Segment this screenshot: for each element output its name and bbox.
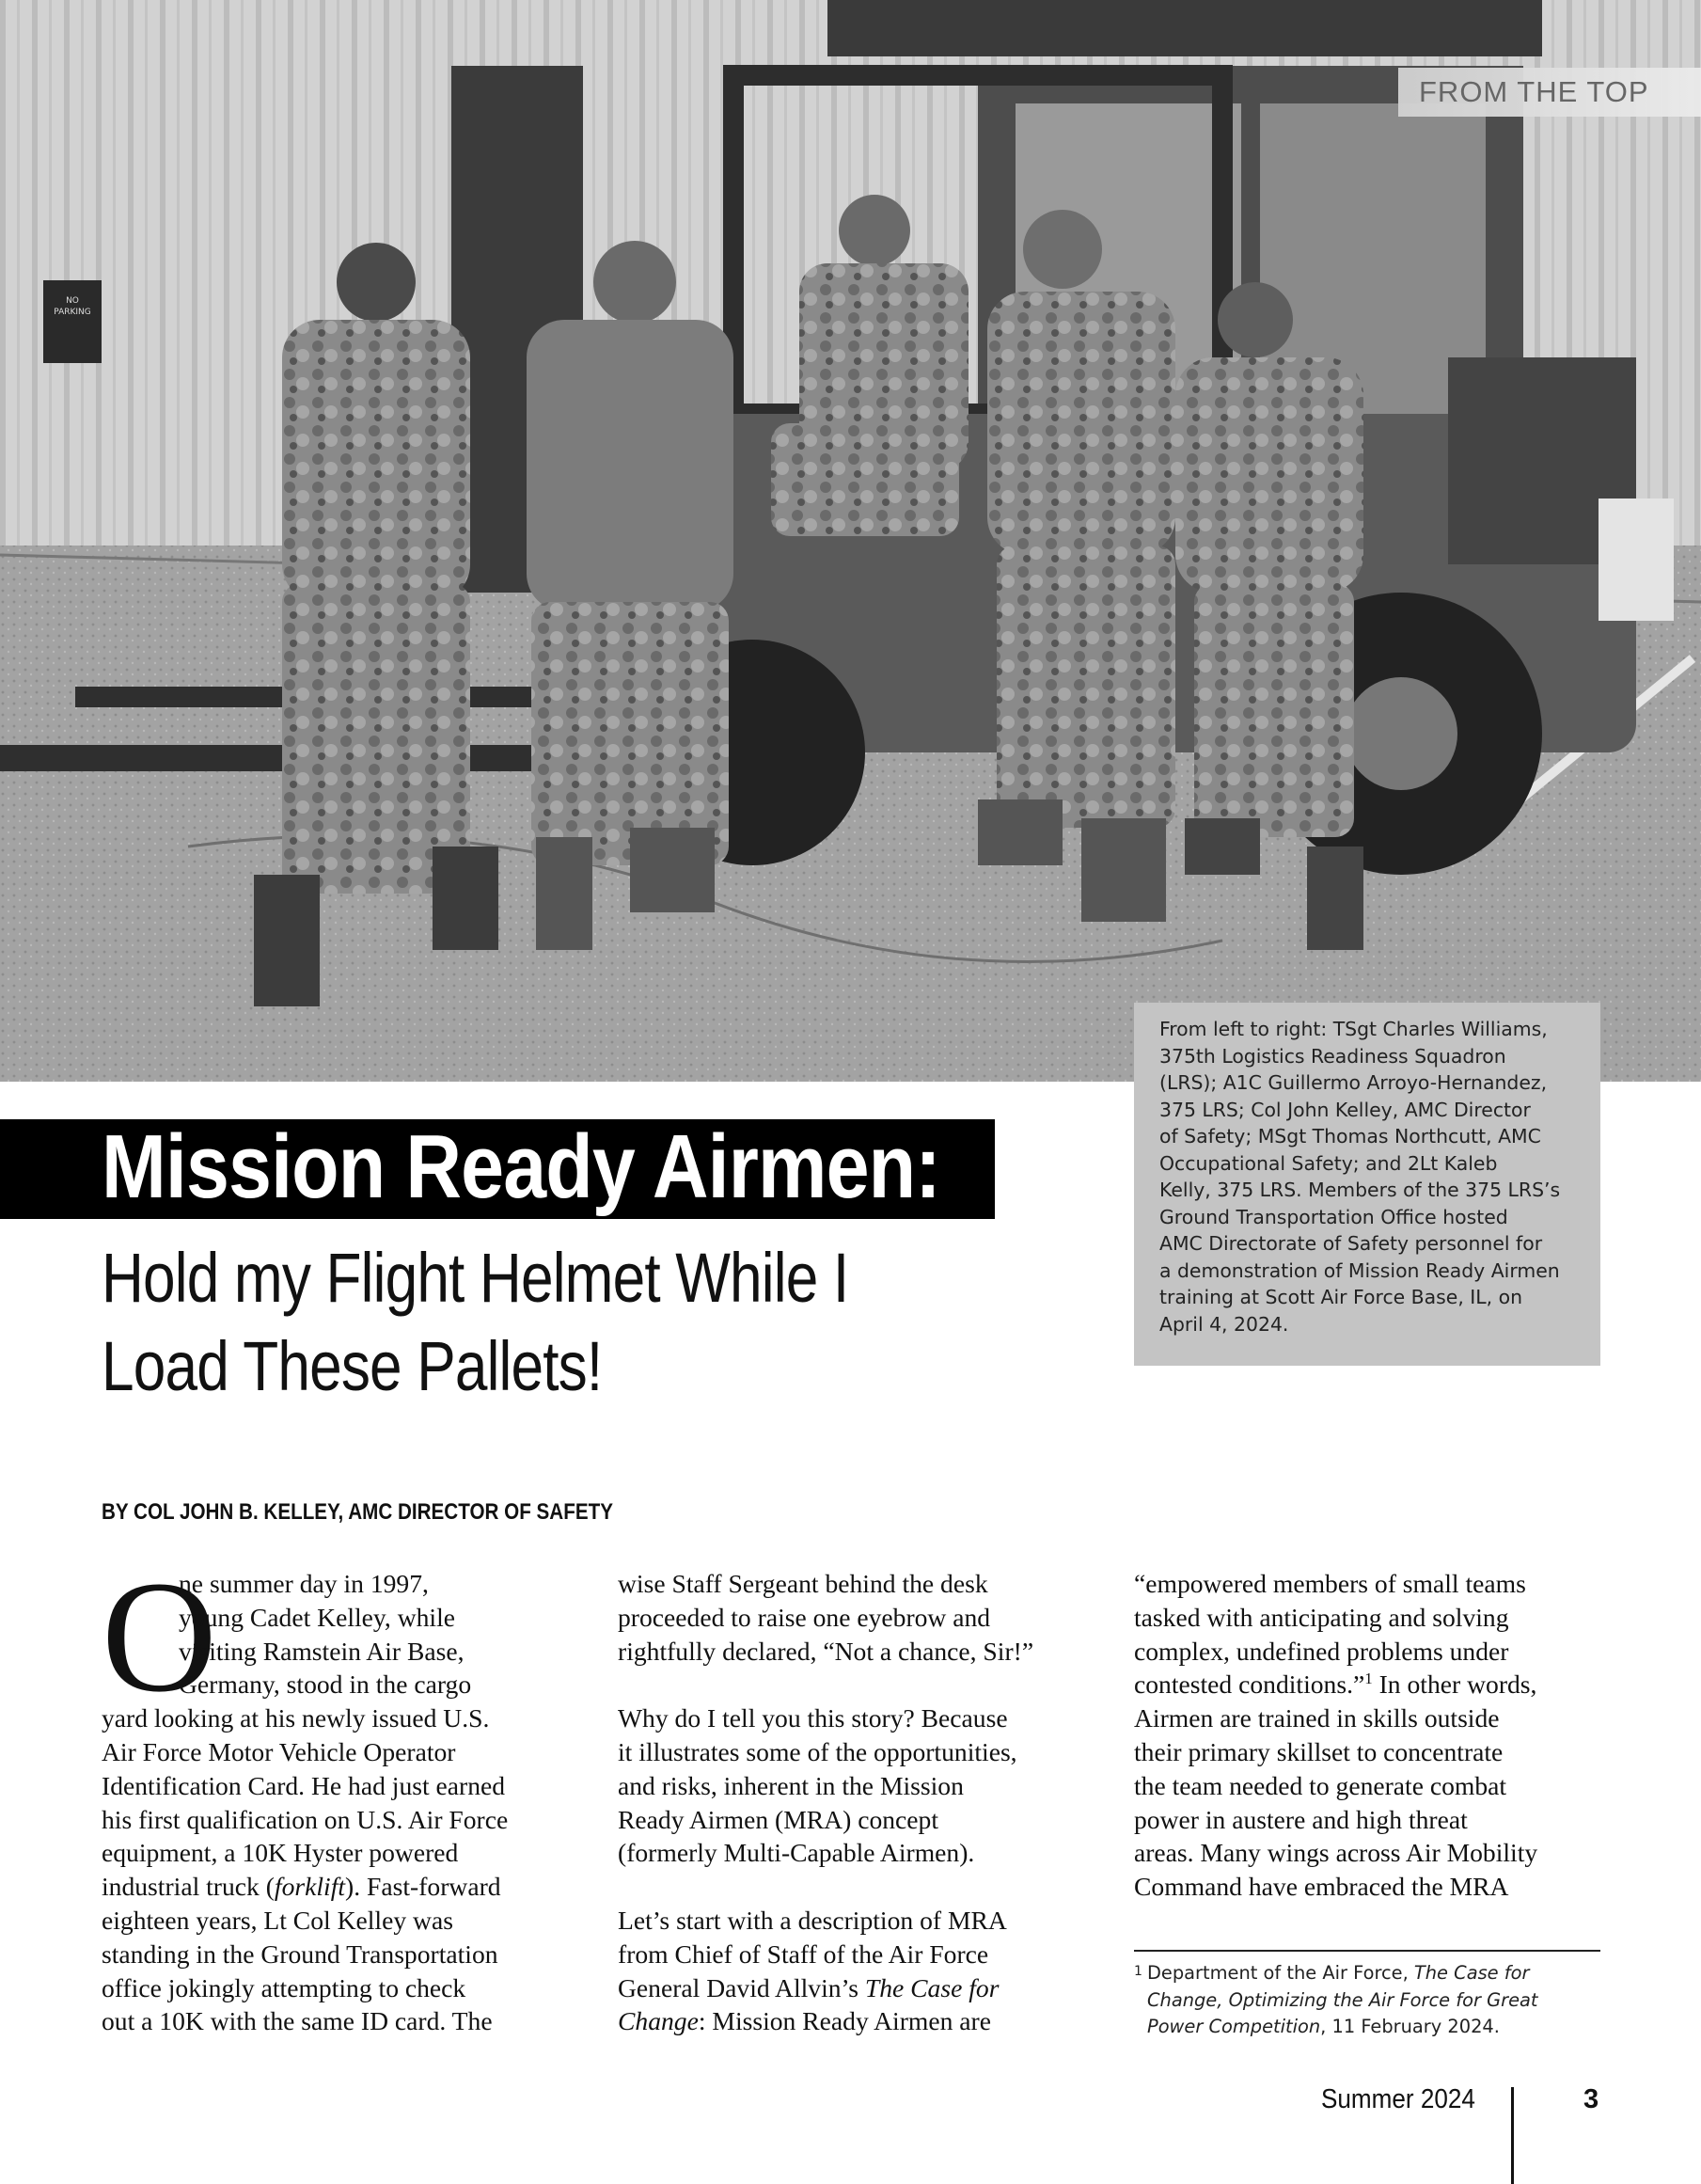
body-line: from Chief of Staff of the Air Force [618, 1939, 989, 1969]
paragraph-gap [618, 1870, 1088, 1904]
subtitle-line: Load These Pallets! [102, 1327, 603, 1405]
body-line: it illustrates some of the opportunities, [618, 1736, 1017, 1766]
italic-term: forklift [274, 1872, 346, 1902]
body-text: General David Allvin’s [618, 1972, 865, 2002]
caption-line: 375 LRS; Col John Kelley, AMC Director [1159, 1098, 1531, 1121]
body-line: young Cadet Kelley, while [179, 1602, 456, 1632]
footnote-title: The Case for [1413, 1962, 1530, 1984]
article-title: Mission Ready Airmen: [102, 1116, 940, 1217]
caption-line: Occupational Safety; and 2Lt Kaleb [1159, 1151, 1498, 1175]
body-line [102, 1870, 572, 1904]
subtitle-line: Hold my Flight Helmet While I [102, 1239, 849, 1317]
caption-line: (LRS); A1C Guillermo Arroyo-Hernandez, [1159, 1071, 1548, 1094]
caption-line: April 4, 2024. [1159, 1312, 1289, 1336]
body-line: Let’s start with a description of MRA [618, 1905, 1007, 1935]
body-line: Ready Airmen (MRA) concept [618, 1804, 939, 1834]
footnote-line [1134, 2014, 1604, 2041]
issue-label: Summer 2024 [1321, 2084, 1475, 2114]
body-line [1134, 1668, 1604, 1701]
body-column-1 [102, 1567, 572, 2038]
body-line: tasked with anticipating and solving [1134, 1602, 1509, 1632]
photo-caption [1134, 1003, 1600, 1366]
article-subtitle [102, 1234, 891, 1411]
body-line: proceeded to raise one eyebrow and [618, 1602, 991, 1632]
cover-photo [0, 0, 1701, 1082]
body-line: office jokingly attempting to check [102, 1972, 466, 2002]
body-line: his first qualification on U.S. Air Force [102, 1804, 509, 1834]
byline: BY COL JOHN B. KELLEY, AMC DIRECTOR OF SAFETY [102, 1499, 613, 1525]
body-line: wise Staff Sergeant behind the desk [618, 1569, 988, 1598]
body-line: Germany, stood in the cargo [179, 1670, 472, 1700]
body-line [618, 1971, 1088, 2005]
body-line: Identification Card. He had just earned [102, 1770, 506, 1800]
no-parking-sign [43, 282, 102, 318]
body-line: Airmen are trained in skills outside [1134, 1703, 1500, 1733]
body-text: : Mission Ready Airmen are [698, 2006, 991, 2036]
footnote-number: 1 [1134, 1964, 1142, 1979]
body-line: rightfully declared, “Not a chance, Sir!” [618, 1636, 1034, 1666]
body-text: ). Fast-forward [345, 1872, 501, 1902]
body-line: Air Force Motor Vehicle Operator [102, 1736, 456, 1766]
caption-line: Ground Transportation Office hosted [1159, 1205, 1508, 1228]
caption-line: training at Scott Air Force Base, IL, on [1159, 1286, 1523, 1308]
footnote [1134, 1960, 1604, 2041]
body-line: Command have embraced the MRA [1134, 1872, 1509, 1902]
paragraph-gap [618, 1668, 1088, 1701]
body-column-2 [618, 1567, 1088, 2038]
footnote-title: Power Competition [1147, 2016, 1321, 2037]
body-line: eighteen years, Lt Col Kelley was [102, 1905, 453, 1935]
body-line: equipment, a 10K Hyster powered [102, 1838, 459, 1868]
body-column-3 [1134, 1567, 1604, 1904]
footnote-line [1134, 1987, 1604, 2015]
footnote-text: Department of the Air Force, [1147, 1962, 1414, 1984]
body-line: visiting Ramstein Air Base, [179, 1636, 465, 1666]
caption-line: a demonstration of Mission Ready Airmen [1159, 1258, 1560, 1282]
body-line: Why do I tell you this story? Because [618, 1703, 1008, 1733]
body-line: and risks, inherent in the Mission [618, 1770, 964, 1800]
body-line: ne summer day in 1997, [179, 1569, 429, 1598]
sign-line-2: PARKING [54, 308, 91, 317]
italic-title: The Case for [864, 1972, 1000, 2002]
caption-line: AMC Directorate of Safety personnel for [1159, 1232, 1543, 1255]
body-line: out a 10K with the same ID card. The [102, 2006, 493, 2036]
footnote-ref[interactable]: 1 [1364, 1670, 1373, 1688]
italic-title: Change [618, 2006, 699, 2036]
body-text: In other words, [1372, 1670, 1537, 1700]
body-line: (formerly Multi-Capable Airmen). [618, 1838, 975, 1868]
caption-line: Kelly, 375 LRS. Members of the 375 LRS’s [1159, 1179, 1561, 1201]
footnote-title: Change, Optimizing the Air Force for Great [1147, 1988, 1538, 2011]
section-tag: FROM THE TOP [1398, 68, 1701, 117]
body-text: industrial truck ( [102, 1872, 275, 1902]
body-line: areas. Many wings across Air Mobility [1134, 1838, 1538, 1868]
page-number: 3 [1583, 2084, 1599, 2114]
caption-line: 375th Logistics Readiness Squadron [1159, 1044, 1506, 1068]
sign-line-1: NO [66, 296, 79, 306]
body-line: complex, undefined problems under [1134, 1636, 1509, 1666]
footnote-text: , 11 February 2024. [1320, 2016, 1500, 2037]
body-text: contested conditions.” [1134, 1670, 1365, 1700]
body-line: standing in the Ground Transportation [102, 1939, 498, 1969]
folio-divider [1511, 2087, 1514, 2184]
footnote-divider [1134, 1950, 1600, 1952]
photo-five-airmen-forklift-icon [0, 0, 1701, 1082]
body-line: their primary skillset to concentrate [1134, 1736, 1504, 1766]
body-line: the team needed to generate combat [1134, 1770, 1507, 1800]
body-line: “empowered members of small teams [1134, 1569, 1526, 1598]
drop-cap: O [102, 1548, 217, 1725]
footnote-line [1134, 1960, 1604, 1987]
body-line: yard looking at his newly issued U.S. [102, 1703, 490, 1733]
body-line [618, 2004, 1088, 2038]
body-line: power in austere and high threat [1134, 1804, 1468, 1834]
caption-line: of Safety; MSgt Thomas Northcutt, AMC [1159, 1125, 1541, 1147]
caption-line: From left to right: TSgt Charles Williams, [1159, 1018, 1548, 1040]
